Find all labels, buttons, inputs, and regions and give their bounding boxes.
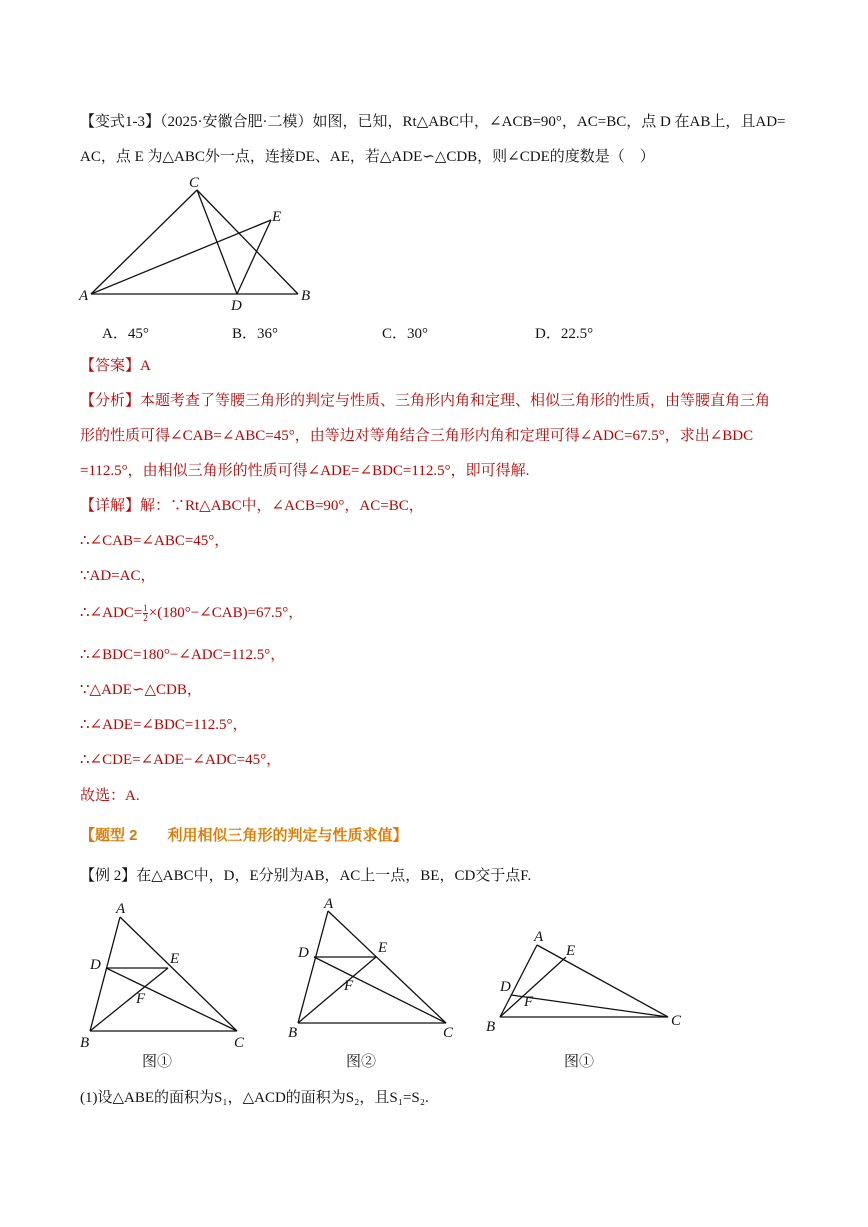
fig1-label-C: C [234,1035,245,1051]
option-b: B．36° [232,326,279,342]
fig3-label-A: A [534,929,544,945]
fig2-label-C: C [443,1025,454,1041]
fig3-label-B: B [486,1019,496,1035]
problem-line-1: 【变式1-3】（2025·安徽合肥·二模）如图，已知，Rt△ABC中，∠ACB=90°，AC=BC，点 D 在AB上，且AD= [80,114,786,130]
section-header: 【题型 2 利用相似三角形的判定与性质求值】 [80,827,408,844]
solution-step-5: ∵△ADE∽△CDB， [80,682,202,698]
fraction-numerator: 1 [143,603,148,614]
option-d: D．22.5° [535,326,594,342]
fig3-label-E: E [566,943,576,959]
fraction-denominator: 2 [143,613,148,624]
step-3-lhs: ∴∠ADC= [80,605,143,621]
fig3-label-F: F [524,994,534,1010]
label-A: A [79,288,89,304]
label-D: D [231,298,242,314]
fig1-label-B: B [80,1035,90,1051]
figure-caption-1: 图① [142,1054,173,1070]
analysis-line-2: 形的性质可得∠CAB=∠ABC=45°，由等边对等角结合三角形内角和定理可得∠ADC=67.5°，求出∠BDC [80,428,754,444]
label-C: C [189,175,200,191]
example-figures [70,895,710,1055]
solution-step-1: ∴∠CAB=∠ABC=45°， [80,533,230,549]
analysis-line-1: 【分析】本题考查了等腰三角形的判定与性质、三角形内角和定理、相似三角形的性质，由等腰直角三角 [80,393,771,409]
analysis-line-3: =112.5°，由相似三角形的性质可得∠ADE=∠BDC=112.5°，即可得解. [80,463,530,479]
example-part-1: (1)设△ABE的面积为S₁，△ACD的面积为S₂，且S₁=S₂. [80,1090,429,1106]
solution-conclusion: 故选：A. [80,788,140,804]
solution-head: 【详解】解：∵Rt△ABC中，∠ACB=90°，AC=BC， [80,498,424,514]
option-c: C．30° [382,326,429,342]
fig1-label-A: A [116,901,126,917]
solution-step-7: ∴∠CDE=∠ADE−∠ADC=45°， [80,752,282,768]
fraction-half [143,604,148,623]
fig2-label-A: A [324,896,334,912]
example-2-text: 【例 2】在△ABC中，D，E分别为AB，AC上一点，BE，CD交于点F. [80,868,532,884]
answer: 【答案】A [80,358,151,374]
fig3-label-D: D [500,979,511,995]
fig1-label-D: D [90,957,101,973]
solution-step-2: ∵AD=AC， [80,568,156,584]
figure-caption-2: 图② [346,1054,377,1070]
fig2-label-F: F [344,978,354,994]
fig1-label-F: F [136,991,146,1007]
fig3-label-C: C [671,1013,682,1029]
solution-step-3 [80,603,303,623]
label-B: B [301,288,311,304]
problem-line-2: AC，点 E 为△ABC外一点，连接DE、AE，若△ADE∽△CDB，则∠CDE的度数是（ ） [80,149,655,165]
fig2-label-D: D [298,945,309,961]
fig2-label-B: B [288,1025,298,1041]
solution-step-4: ∴∠BDC=180°−∠ADC=112.5°， [80,647,286,663]
triangle-figure-1 [75,170,325,315]
figure-caption-3: 图① [564,1054,595,1070]
fig1-label-E: E [170,951,180,967]
step-3-rhs: ×(180°−∠CAB)=67.5°， [148,605,304,621]
option-a: A．45° [102,326,149,342]
fig2-label-E: E [378,940,388,956]
solution-step-6: ∴∠ADE=∠BDC=112.5°， [80,717,248,733]
label-E: E [272,209,282,225]
